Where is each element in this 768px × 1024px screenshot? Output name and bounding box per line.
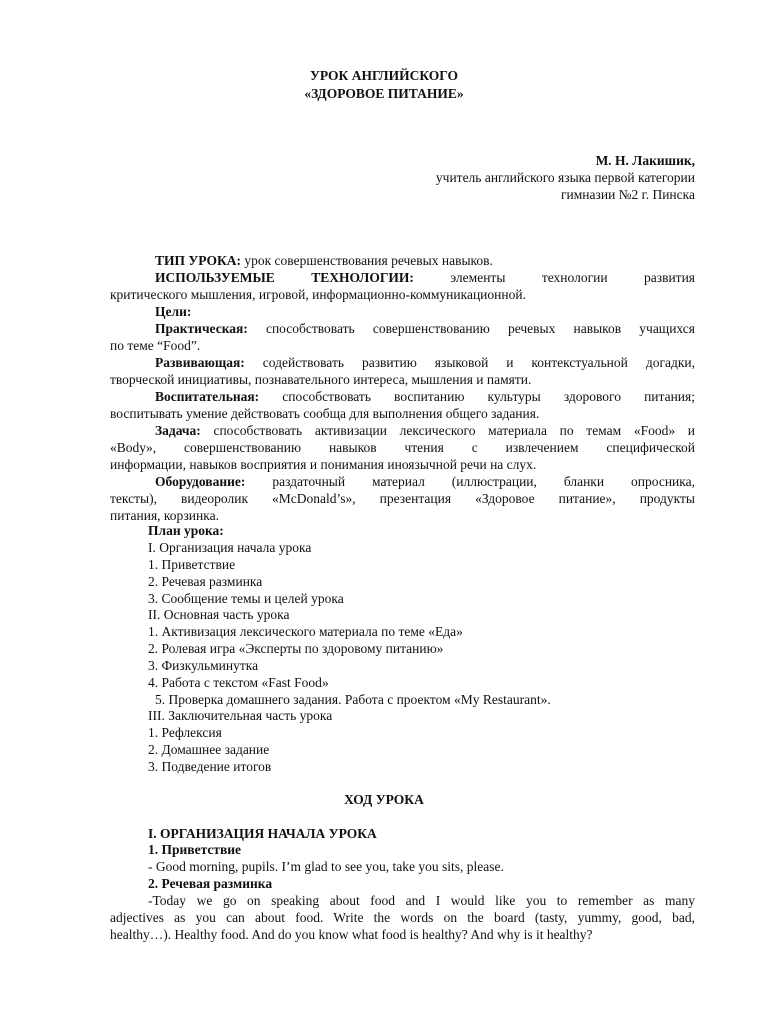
- plan-item: II. Основная часть урока: [148, 607, 290, 622]
- technologies-line-1: ИСПОЛЬЗУЕМЫЕ ТЕХНОЛОГИИ: элементы технологии развития: [155, 270, 695, 285]
- practical-goal-line-1: Практическая: способствовать совершенствованию речевых навыков учащихся: [155, 321, 695, 336]
- plan-item: 3. Физкульминутка: [148, 658, 259, 673]
- plan-item: 3. Сообщение темы и целей урока: [148, 591, 344, 606]
- section-1-title: I. ОРГАНИЗАЦИЯ НАЧАЛА УРОКА: [148, 826, 377, 841]
- educational-goal-line-2: воспитывать умение действовать сообща для выполнения общего задания.: [110, 406, 540, 421]
- practical-goal-line-2: по теме “Food”.: [110, 338, 201, 353]
- technologies-line-2: критического мышления, игровой, информационно-коммуникационной.: [110, 287, 526, 302]
- plan-item: 5. Проверка домашнего задания. Работа с проектом «My Restaurant».: [155, 692, 551, 707]
- lesson-type: ТИП УРОКА: урок совершенствования речевых навыков.: [155, 253, 493, 268]
- equipment-line-3: питания, корзинка.: [110, 508, 219, 523]
- plan-item: 3. Подведение итогов: [148, 759, 272, 774]
- greeting-text: - Good morning, pupils. I’m glad to see you, take you sits, please.: [148, 859, 504, 874]
- plan-item: 1. Рефлексия: [148, 725, 222, 740]
- developing-goal-line-2: творческой инициативы, познавательного интереса, мышления и памяти.: [110, 372, 532, 387]
- author-school: гимназии №2 г. Пинска: [561, 187, 695, 202]
- warmup-line-3: healthy…). Healthy food. And do you know what food is healthy? And why is it healthy?: [110, 927, 593, 942]
- task-line-1: Задача: способствовать активизации лексического материала по темам «Food» и: [155, 423, 695, 438]
- educational-goal-line-1: Воспитательная: способствовать воспитанию культуры здорового питания;: [155, 389, 695, 404]
- plan-label: План урока:: [148, 523, 224, 538]
- plan-item: 2. Речевая разминка: [148, 574, 263, 589]
- title-line-1: УРОК АНГЛИЙСКОГО: [309, 68, 459, 83]
- goals-label: Цели:: [155, 304, 192, 319]
- author-name: М. Н. Лакишик,: [595, 153, 695, 168]
- equipment-line-2: тексты), видеоролик «McDonald’s», презентация «Здоровое питание», продукты: [110, 491, 695, 506]
- title-line-2: «ЗДОРОВОЕ ПИТАНИЕ»: [304, 86, 464, 101]
- lesson-heading: ХОД УРОКА: [344, 792, 424, 807]
- warmup-line-1: -Today we go on speaking about food and I would like you to remember as many: [148, 893, 695, 908]
- plan-item: 1. Активизация лексического материала по теме «Еда»: [148, 624, 463, 639]
- author-position: учитель английского языка первой категории: [435, 170, 695, 185]
- equipment-line-1: Оборудование: раздаточный материал (иллюстрации, бланки опросника,: [155, 474, 695, 489]
- warmup-title: 2. Речевая разминка: [148, 876, 273, 891]
- plan-item: III. Заключительная часть урока: [148, 708, 333, 723]
- greeting-title: 1. Приветствие: [148, 842, 242, 857]
- task-line-2: «Body», совершенствованию навыков чтения с извлечением специфической: [110, 440, 695, 455]
- warmup-line-2: adjectives as you can about food. Write the words on the board (tasty, yummy, good, bad,: [110, 910, 695, 925]
- plan-item: 4. Работа с текстом «Fast Food»: [148, 675, 329, 690]
- plan-item: I. Организация начала урока: [148, 540, 312, 555]
- plan-item: 1. Приветствие: [148, 557, 236, 572]
- plan-item: 2. Домашнее задание: [148, 742, 270, 757]
- developing-goal-line-1: Развивающая: содействовать развитию языковой и контекстуальной догадки,: [155, 355, 695, 370]
- plan-item: 2. Ролевая игра «Эксперты по здоровому питанию»: [148, 641, 444, 656]
- task-line-3: информации, навыков восприятия и понимания иноязычной речи на слух.: [110, 457, 537, 472]
